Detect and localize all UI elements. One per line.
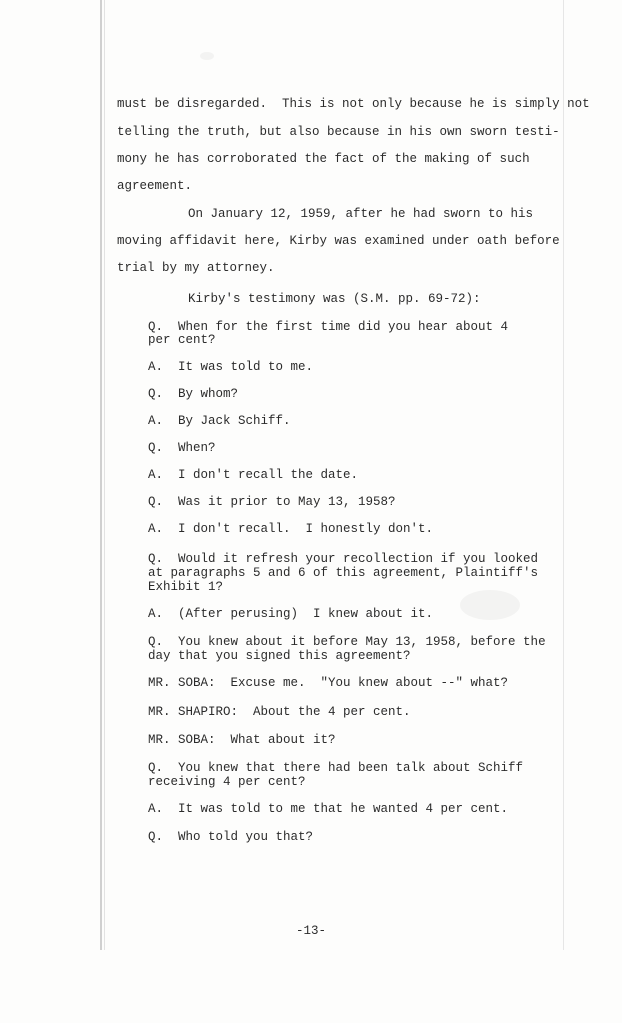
left-margin-rule-inner — [104, 0, 105, 950]
testimony-line: Q. You knew about it before May 13, 1958, before the — [148, 635, 546, 649]
body-line: agreement. — [117, 179, 193, 193]
testimony-line: A. (After perusing) I knew about it. — [148, 607, 434, 621]
testimony-line: A. It was told to me. — [148, 360, 314, 374]
page-number: -13- — [295, 924, 326, 938]
right-margin-rule — [563, 0, 564, 950]
testimony-line: at paragraphs 5 and 6 of this agreement, Plaintiff's — [148, 566, 539, 580]
testimony-line: Q. When for the first time did you hear about 4 — [148, 320, 509, 334]
left-margin-rule — [100, 0, 102, 950]
testimony-line: A. I don't recall. I honestly don't. — [148, 522, 434, 536]
scan-smudge — [200, 52, 214, 60]
body-line: moving affidavit here, Kirby was examined under oath before — [117, 234, 560, 248]
testimony-line: MR. SOBA: Excuse me. "You knew about --" what? — [148, 676, 509, 690]
testimony-line: Exhibit 1? — [148, 580, 224, 594]
testimony-line: MR. SHAPIRO: About the 4 per cent. — [148, 705, 411, 719]
body-line: trial by my attorney. — [117, 261, 275, 275]
testimony-line: A. By Jack Schiff. — [148, 414, 291, 428]
body-line: must be disregarded. This is not only because he is simply not — [117, 97, 590, 111]
testimony-line: MR. SOBA: What about it? — [148, 733, 336, 747]
testimony-line: per cent? — [148, 333, 216, 347]
testimony-line: Q. Who told you that? — [148, 830, 314, 844]
testimony-line: Q. Was it prior to May 13, 1958? — [148, 495, 396, 509]
testimony-intro: Kirby's testimony was (S.M. pp. 69-72): — [188, 292, 481, 306]
scan-smudge — [460, 590, 520, 620]
testimony-line: receiving 4 per cent? — [148, 775, 306, 789]
testimony-line: A. It was told to me that he wanted 4 per cent. — [148, 802, 509, 816]
testimony-line: A. I don't recall the date. — [148, 468, 359, 482]
body-line: mony he has corroborated the fact of the making of such — [117, 152, 530, 166]
testimony-line: Q. Would it refresh your recollection if you looked — [148, 552, 539, 566]
testimony-line: Q. By whom? — [148, 387, 239, 401]
testimony-line: day that you signed this agreement? — [148, 649, 411, 663]
testimony-line: Q. When? — [148, 441, 216, 455]
body-line: On January 12, 1959, after he had sworn to his — [188, 207, 534, 221]
testimony-line: Q. You knew that there had been talk about Schiff — [148, 761, 524, 775]
body-line: telling the truth, but also because in his own sworn testi- — [117, 125, 560, 139]
